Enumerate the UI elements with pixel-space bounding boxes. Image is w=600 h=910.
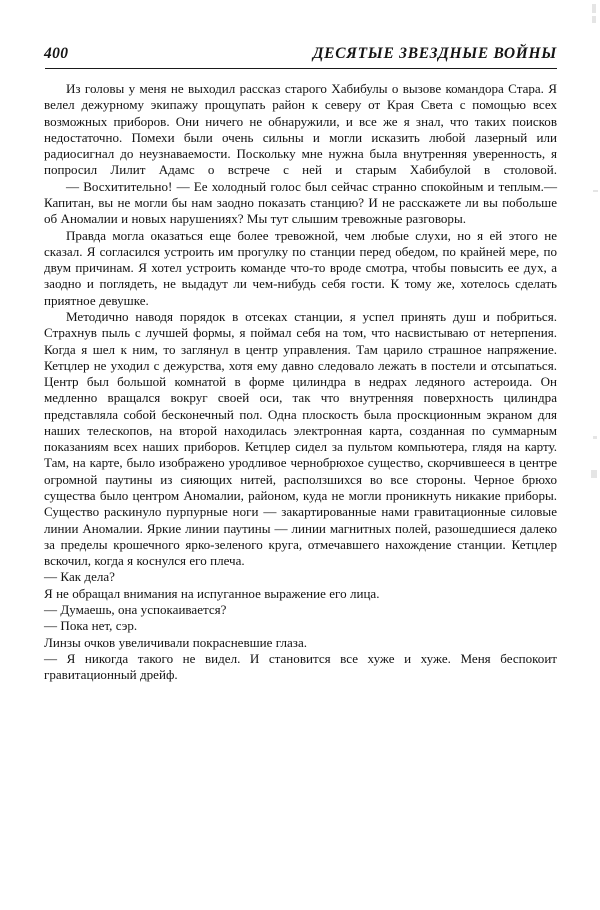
running-head [44,45,557,67]
paragraph: Линзы очков увеличивали покрасневшие глаза. [44,634,308,650]
text-column [44,81,557,683]
scan-artifact [593,190,598,192]
scan-artifact [591,470,597,478]
paragraph: Я не обращал внимания на испуганное выражение его лица. [44,585,380,601]
running-head-title: ДЕСЯТЫЕ ЗВЕЗДНЫЕ ВОЙНЫ [312,45,557,62]
dialogue-line: — Как дела? [44,569,115,585]
paragraph: Правда могла оказаться еще более тревожной, чем любые слухи, но я ей этого не сказал. Я согласился устроить им прогулку по станции перед обедом, по крайней мере, по двум причинам. Я хотел устроить команде что-то вроде смотра, чтобы повысить ее дух, а заодно и поглядеть, не выдадут ли чем-нибудь себя гости. К тому же, хотелось сделать приятное девушке. [44,227,557,308]
scan-artifact [592,4,596,13]
scan-artifact [593,436,597,439]
dialogue-line: — Думаешь, она успокаивается? [44,602,227,617]
paragraph: Из головы у меня не выходил рассказ старого Хабибулы о вызове командора Стара. Я велел дежурному экипажу прощупать район к северу от Края Света с помощью всех возможных приборов. Они ничего не обнаружили, и все же я знал, что таких поисков недостаточно. Помехи были очень сильны и могли исказить любой лазерный или радиосигнал до неузнаваемости. Поскольку мне нужна была внутренняя уверенность, я попросил Лилит Адамс о встрече с ней и старым Хабибулой в столовой. [44,81,557,178]
header-rule [45,68,557,69]
scan-artifact [592,16,596,23]
paragraph: — Восхитительно! — Ее холодный голос был сейчас странно спокойным и теплым.— Капитан, вы не могли бы нам заодно показать станцию? И не расскажете ли вы побольше об Аномалии и новых нарушениях? Мы тут слышим тревожные разговоры. [44,178,557,227]
dialogue-line: — Пока нет, сэр. [44,618,138,634]
dialogue-line: — Я никогда такого не видел. И становится все хуже и хуже. Меня беспокоит гравитационный дрейф. [44,650,557,683]
page-number: 400 [44,45,69,62]
paragraph: Методично наводя порядок в отсеках станции, я успел принять душ и побриться. Страхнув пыль с лучшей формы, я поймал себя на том, что насвистываю от нетерпения. Когда я шел к ним, то заглянул в центр управления. Там царило страшное напряжение. Кетцлер не уходил с дежурства, хотя ему давно следовало лежать в постели и отсыпаться. Центр был большой комнатой в форме цилиндра в недрах ледяного астероида. Он медленно вращался вокруг своей оси, так что внутренняя поверхность цилиндра представляла собой бесконечный пол. Одна плоскость была проскционным экраном для наших телескопов, на второй находилась электронная карта, созданная по суммарным показаниям всех наших приборов. Кетцлер сидел за пультом компьютера, глядя на карту. Там, на карте, было изображено уродливое чернобрюхое существо, скорчившееся в центре огромной паутины из сияющих нитей, расползшихся во все стороны. Черное брюхо существа было центром Аномалии, районом, куда не могли проникнуть никакие приборы. Существо раскинуло пурпурные ноги — закартированные нами гравитационные силовые линии Аномалии. Яркие линии паутины — линии магнитных полей, разошедшиеся далеко за пределы крошечного ярко-зеленого круга, отмечавшего нахождение станции. Кетцлер вскочил, когда я коснулся его плеча. [44,308,557,569]
